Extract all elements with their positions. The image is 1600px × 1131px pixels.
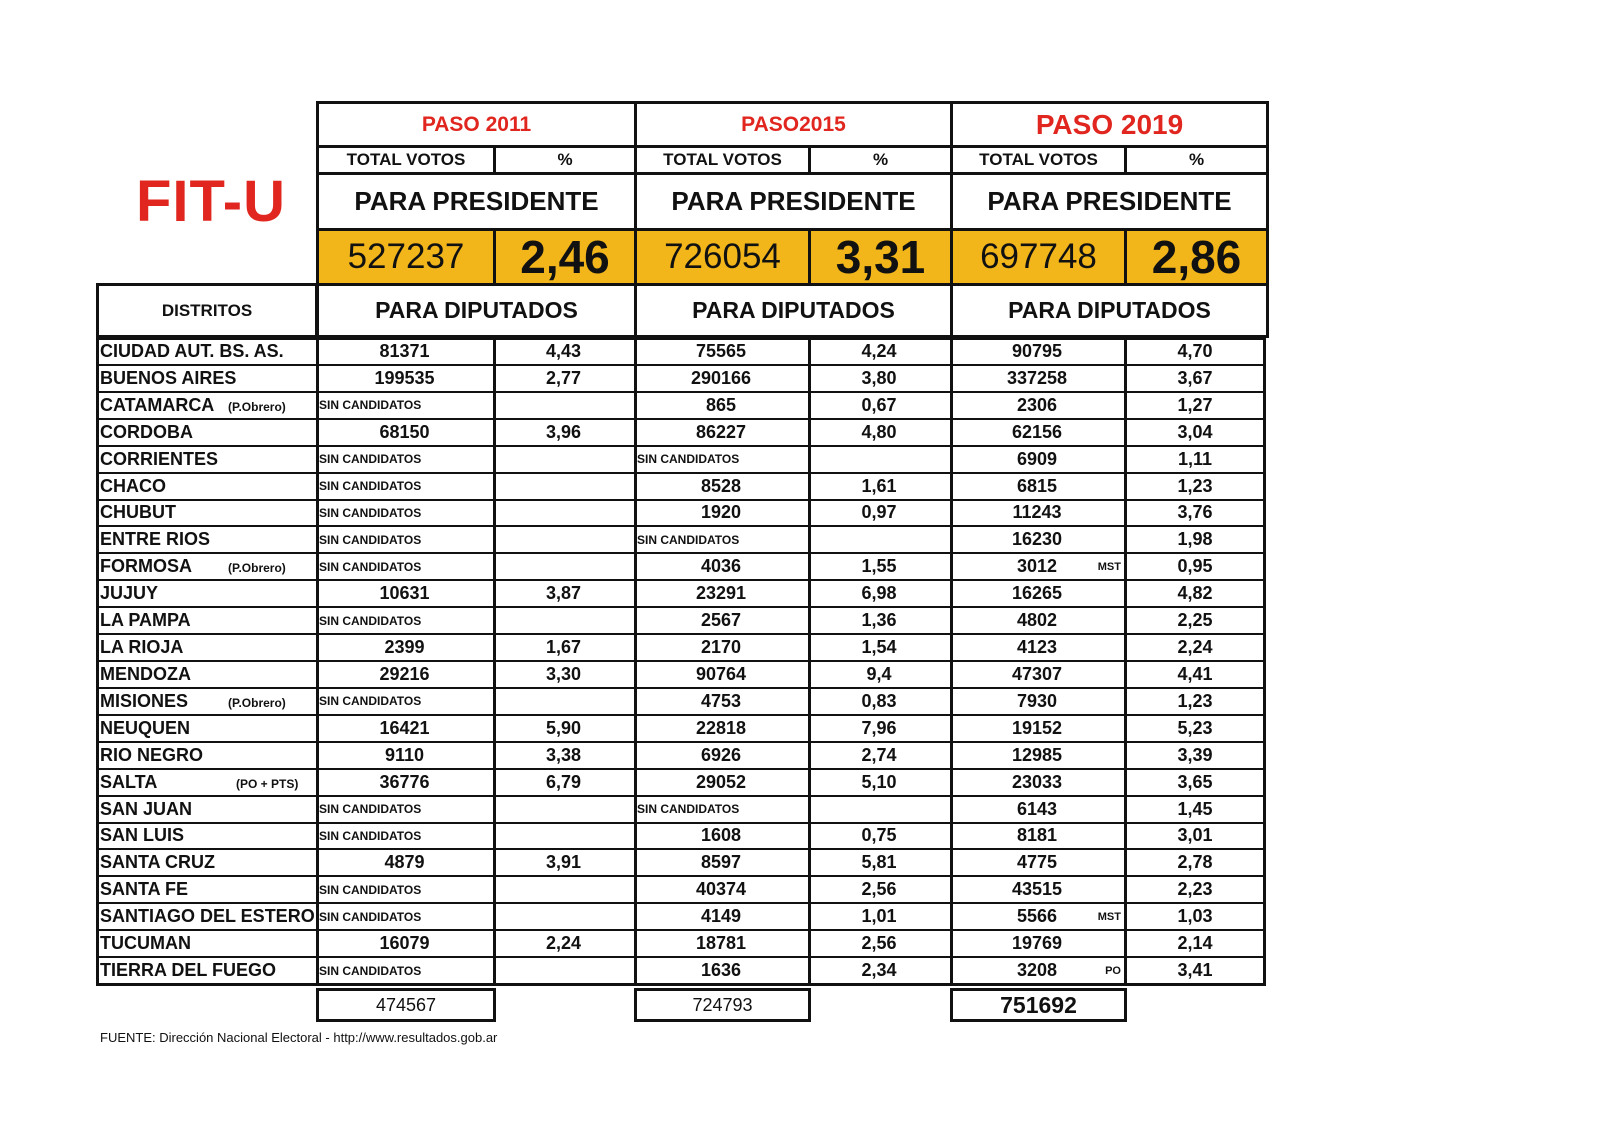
votes-cell: 29052 xyxy=(695,771,747,792)
row-divider xyxy=(96,768,1266,770)
votes-cell: 4802 xyxy=(1016,610,1058,631)
para-diputados-label: PARA DIPUTADOS xyxy=(950,283,1269,338)
percent-cell: 4,41 xyxy=(1177,663,1213,684)
votes-cell: 4879 xyxy=(384,852,425,873)
percent-cell: 1,03 xyxy=(1177,906,1213,927)
district-name: FORMOSA xyxy=(100,556,192,577)
votes-cell: 7930 xyxy=(1016,690,1058,711)
percent-cell: 2,56 xyxy=(861,879,897,900)
votes-cell: 22818 xyxy=(695,717,747,738)
table-row xyxy=(96,742,1266,769)
percent-cell xyxy=(493,526,634,553)
table-row xyxy=(96,823,1266,850)
percent-cell: 2,77 xyxy=(545,367,582,388)
table-row xyxy=(96,365,1266,392)
percent-cell: 6,98 xyxy=(861,583,897,604)
percent-cell: 1,67 xyxy=(545,637,582,658)
votes-cell: 8597 xyxy=(700,852,742,873)
votes-cell: SIN CANDIDATOS xyxy=(319,505,422,520)
row-divider xyxy=(96,902,1266,904)
percent-cell: 2,56 xyxy=(861,933,897,954)
row-divider xyxy=(96,875,1266,877)
percent-cell xyxy=(493,446,634,473)
votes-cell: 865 xyxy=(705,394,737,415)
percent-cell: 3,65 xyxy=(1177,771,1213,792)
percent-cell xyxy=(493,392,634,419)
district-name: SANTA FE xyxy=(100,879,188,900)
votes-cell: 12985 xyxy=(1011,744,1063,765)
percent-cell xyxy=(493,607,634,634)
percent-cell: 0,83 xyxy=(861,690,897,711)
table-row xyxy=(96,876,1266,903)
row-divider xyxy=(96,606,1266,608)
votes-cell xyxy=(950,553,1124,580)
total-votos-label: TOTAL VOTOS xyxy=(316,145,496,175)
total-votes: 474567 xyxy=(316,988,496,1022)
percent-cell: 0,95 xyxy=(1177,556,1213,577)
party-tag: MST xyxy=(1097,910,1121,923)
percent-cell xyxy=(808,526,950,553)
votes-cell: 40374 xyxy=(695,879,747,900)
votes-cell: 290166 xyxy=(690,367,752,388)
votes-cell: SIN CANDIDATOS xyxy=(637,452,740,467)
percent-cell: 3,04 xyxy=(1177,421,1213,442)
percent-cell: 5,90 xyxy=(545,717,582,738)
votes-value: 3208 xyxy=(1016,960,1058,981)
percent-cell: 7,96 xyxy=(861,717,897,738)
row-divider xyxy=(96,848,1266,850)
district-name: CATAMARCA xyxy=(100,394,215,415)
percent-cell: 1,54 xyxy=(861,637,897,658)
district-name: CORDOBA xyxy=(100,421,193,442)
district-name: LA PAMPA xyxy=(100,610,191,631)
votes-cell: 6926 xyxy=(700,744,742,765)
votes-cell: 16421 xyxy=(379,717,430,738)
district-name: CHACO xyxy=(100,475,166,496)
percent-cell: 2,24 xyxy=(545,933,582,954)
percent-cell: 1,11 xyxy=(1177,448,1213,469)
total-votos-label: TOTAL VOTOS xyxy=(634,145,811,175)
percent-cell xyxy=(493,500,634,527)
year-title: PASO 2019 xyxy=(950,101,1269,148)
votes-cell: SIN CANDIDATOS xyxy=(319,559,422,574)
percent-cell: 3,39 xyxy=(1177,744,1213,765)
votes-cell: 90764 xyxy=(695,663,747,684)
presidente-percent: 2,46 xyxy=(493,228,637,286)
votes-cell: SIN CANDIDATOS xyxy=(319,452,422,467)
percent-label: % xyxy=(808,145,953,175)
presidente-votes: 726054 xyxy=(634,228,811,286)
table-row xyxy=(96,446,1266,473)
percent-cell: 5,23 xyxy=(1177,717,1213,738)
votes-cell: SIN CANDIDATOS xyxy=(319,398,422,413)
votes-value: 5566 xyxy=(1016,906,1058,927)
percent-cell: 3,96 xyxy=(545,421,582,442)
votes-cell: 4123 xyxy=(1016,637,1058,658)
percent-cell xyxy=(493,823,634,850)
column-divider xyxy=(1263,338,1266,986)
row-divider xyxy=(96,364,1266,366)
votes-cell: 4036 xyxy=(700,556,742,577)
votes-cell: 11243 xyxy=(1012,502,1062,523)
row-divider xyxy=(96,445,1266,447)
row-divider xyxy=(96,741,1266,743)
votes-cell: 6143 xyxy=(1016,798,1058,819)
votes-cell: SIN CANDIDATOS xyxy=(319,963,422,978)
percent-cell: 1,23 xyxy=(1177,475,1213,496)
votes-cell: 8528 xyxy=(700,475,742,496)
votes-cell: 16265 xyxy=(1011,583,1063,604)
district-name: SAN LUIS xyxy=(100,825,185,846)
district-name: TUCUMAN xyxy=(100,933,191,954)
table-row xyxy=(96,957,1266,984)
votes-cell: SIN CANDIDATOS xyxy=(319,828,422,843)
percent-cell xyxy=(493,876,634,903)
votes-cell: 75565 xyxy=(695,340,747,361)
table-row xyxy=(96,500,1266,527)
table-row xyxy=(96,903,1266,930)
row-divider xyxy=(96,795,1266,797)
district-name: SANTA CRUZ xyxy=(100,852,215,873)
party-tag: PO xyxy=(1105,964,1121,977)
column-divider xyxy=(808,338,811,986)
table-row xyxy=(96,769,1266,796)
votes-cell: SIN CANDIDATOS xyxy=(319,532,422,547)
votes-cell: SIN CANDIDATOS xyxy=(319,882,422,897)
percent-cell: 3,38 xyxy=(545,744,582,765)
district-name: CORRIENTES xyxy=(100,448,219,469)
votes-cell: 1920 xyxy=(700,502,742,523)
para-presidente-label: PARA PRESIDENTE xyxy=(634,172,953,231)
percent-cell: 3,91 xyxy=(545,852,582,873)
party-logo-title: FIT-U xyxy=(136,169,286,234)
votes-cell: SIN CANDIDATOS xyxy=(319,802,422,817)
percent-cell: 2,24 xyxy=(1177,637,1213,658)
percent-label: % xyxy=(1124,145,1269,175)
votes-cell: SIN CANDIDATOS xyxy=(319,909,422,924)
votes-cell: 6815 xyxy=(1016,475,1058,496)
presidente-percent: 3,31 xyxy=(808,228,953,286)
para-presidente-label: PARA PRESIDENTE xyxy=(316,172,637,231)
row-divider xyxy=(96,687,1266,689)
votes-cell: 6909 xyxy=(1016,448,1058,469)
para-presidente-label: PARA PRESIDENTE xyxy=(950,172,1269,231)
para-diputados-label: PARA DIPUTADOS xyxy=(634,283,953,338)
votes-cell: 16079 xyxy=(379,933,430,954)
district-name: SALTA xyxy=(100,771,158,792)
district-note: (P.Obrero) xyxy=(228,399,286,414)
percent-cell: 4,24 xyxy=(861,340,897,361)
table-row xyxy=(96,553,1266,580)
votes-cell: 29216 xyxy=(379,663,430,684)
presidente-percent: 2,86 xyxy=(1124,228,1269,286)
votes-cell: 337258 xyxy=(1006,367,1068,388)
votes-cell: 36776 xyxy=(379,771,430,792)
column-divider xyxy=(634,338,637,986)
percent-cell xyxy=(493,473,634,500)
district-note: (P.Obrero) xyxy=(228,561,286,576)
percent-cell xyxy=(493,688,634,715)
row-divider xyxy=(96,499,1266,501)
district-name: MISIONES xyxy=(100,690,189,711)
percent-cell: 1,01 xyxy=(861,906,897,927)
votes-cell: 2170 xyxy=(700,637,742,658)
percent-cell: 4,82 xyxy=(1177,583,1213,604)
percent-cell xyxy=(493,553,634,580)
table-row xyxy=(96,473,1266,500)
percent-cell xyxy=(493,903,634,930)
year-title: PASO 2011 xyxy=(316,101,637,148)
percent-cell: 3,80 xyxy=(861,367,897,388)
district-note: (PO + PTS) xyxy=(236,776,299,791)
row-divider xyxy=(96,525,1266,527)
district-name: TIERRA DEL FUEGO xyxy=(100,960,277,981)
percent-cell: 0,67 xyxy=(861,394,897,415)
percent-cell xyxy=(808,796,950,823)
table-row xyxy=(96,796,1266,823)
percent-cell: 4,70 xyxy=(1177,340,1213,361)
percent-cell: 3,30 xyxy=(545,663,582,684)
percent-cell: 4,80 xyxy=(861,421,897,442)
votes-cell: 47307 xyxy=(1011,663,1063,684)
votes-cell: 86227 xyxy=(695,421,747,442)
votes-cell: 1608 xyxy=(700,825,742,846)
percent-cell: 1,61 xyxy=(861,475,897,496)
votes-cell: SIN CANDIDATOS xyxy=(319,613,422,628)
votes-cell: 23033 xyxy=(1011,771,1063,792)
votes-cell: 2567 xyxy=(700,610,742,631)
district-note: (P.Obrero) xyxy=(228,695,286,710)
presidente-votes: 697748 xyxy=(950,228,1127,286)
votes-cell: 43515 xyxy=(1011,879,1063,900)
percent-cell: 3,41 xyxy=(1177,960,1213,981)
votes-cell: 8181 xyxy=(1016,825,1058,846)
district-name: MENDOZA xyxy=(100,663,191,684)
table-row xyxy=(96,607,1266,634)
table-row xyxy=(96,634,1266,661)
votes-cell: 18781 xyxy=(695,933,747,954)
percent-cell: 3,87 xyxy=(545,583,582,604)
percent-cell: 3,76 xyxy=(1177,502,1213,523)
percent-label: % xyxy=(493,145,637,175)
table-row xyxy=(96,715,1266,742)
table-row xyxy=(96,849,1266,876)
district-name: SANTIAGO DEL ESTERO xyxy=(100,906,315,927)
table-row xyxy=(96,392,1266,419)
districts-header: DISTRITOS xyxy=(96,283,318,338)
table-row xyxy=(96,930,1266,957)
votes-cell: 62156 xyxy=(1011,421,1063,442)
row-divider xyxy=(96,418,1266,420)
votes-cell: 2306 xyxy=(1016,394,1058,415)
votes-cell: 4775 xyxy=(1016,852,1058,873)
table-row xyxy=(96,688,1266,715)
votes-cell: 81371 xyxy=(379,340,430,361)
votes-cell: 10631 xyxy=(379,583,430,604)
row-divider xyxy=(96,822,1266,824)
votes-cell xyxy=(950,903,1124,930)
district-name: BUENOS AIRES xyxy=(100,367,237,388)
percent-cell: 3,01 xyxy=(1177,825,1213,846)
percent-cell: 1,36 xyxy=(861,610,897,631)
votes-cell: 199535 xyxy=(374,367,435,388)
total-votes: 751692 xyxy=(950,988,1127,1022)
row-divider xyxy=(96,660,1266,662)
percent-cell: 2,25 xyxy=(1177,610,1213,631)
district-name: CHUBUT xyxy=(100,502,176,523)
votes-cell: 2399 xyxy=(384,637,425,658)
row-divider xyxy=(96,714,1266,716)
column-divider xyxy=(96,338,99,986)
table-row xyxy=(96,661,1266,688)
party-tag: MST xyxy=(1097,560,1121,573)
percent-cell: 1,55 xyxy=(861,556,897,577)
percent-cell: 9,4 xyxy=(866,663,892,684)
percent-cell: 3,67 xyxy=(1177,367,1213,388)
row-divider xyxy=(96,956,1266,958)
row-divider xyxy=(96,391,1266,393)
votes-cell: 4149 xyxy=(700,906,742,927)
para-diputados-label: PARA DIPUTADOS xyxy=(316,283,637,338)
district-name: JUJUY xyxy=(100,583,159,604)
row-divider xyxy=(96,633,1266,635)
column-divider xyxy=(316,338,319,986)
percent-cell: 2,78 xyxy=(1177,852,1213,873)
total-votos-label: TOTAL VOTOS xyxy=(950,145,1127,175)
votes-value: 3012 xyxy=(1016,556,1058,577)
column-divider xyxy=(493,338,496,986)
votes-cell: 68150 xyxy=(379,421,430,442)
percent-cell: 0,97 xyxy=(861,502,897,523)
source-note: FUENTE: Dirección Nacional Electoral - http://www.resultados.gob.ar xyxy=(100,1030,498,1045)
votes-cell: 1636 xyxy=(700,960,742,981)
votes-cell: 19152 xyxy=(1011,717,1063,738)
votes-cell: SIN CANDIDATOS xyxy=(319,479,422,494)
row-divider xyxy=(96,983,1266,986)
presidente-votes: 527237 xyxy=(316,228,496,286)
percent-cell: 1,27 xyxy=(1177,394,1213,415)
table-row xyxy=(96,419,1266,446)
percent-cell: 1,23 xyxy=(1177,690,1213,711)
row-divider xyxy=(96,929,1266,931)
percent-cell: 6,79 xyxy=(545,771,582,792)
district-name: LA RIOJA xyxy=(100,637,184,658)
votes-cell: SIN CANDIDATOS xyxy=(319,694,422,709)
percent-cell xyxy=(493,796,634,823)
percent-cell: 5,10 xyxy=(861,771,897,792)
district-name: RIO NEGRO xyxy=(100,744,204,765)
percent-cell: 1,98 xyxy=(1177,529,1213,550)
column-divider xyxy=(950,338,953,986)
district-name: CIUDAD AUT. BS. AS. xyxy=(100,340,284,361)
row-divider xyxy=(96,337,1266,340)
district-name: ENTRE RIOS xyxy=(100,529,211,550)
percent-cell: 1,45 xyxy=(1177,798,1213,819)
votes-cell: 19769 xyxy=(1011,933,1063,954)
table-row xyxy=(96,526,1266,553)
percent-cell: 4,43 xyxy=(545,340,582,361)
percent-cell: 2,34 xyxy=(861,960,897,981)
votes-cell: 4753 xyxy=(700,690,742,711)
votes-cell: SIN CANDIDATOS xyxy=(637,532,740,547)
row-divider xyxy=(96,472,1266,474)
votes-cell: 16230 xyxy=(1011,529,1063,550)
votes-cell: 9110 xyxy=(384,744,425,765)
percent-cell xyxy=(493,957,634,984)
percent-cell: 2,14 xyxy=(1177,933,1213,954)
table-row xyxy=(96,338,1266,365)
percent-cell: 2,74 xyxy=(861,744,897,765)
total-votes: 724793 xyxy=(634,988,811,1022)
percent-cell: 5,81 xyxy=(861,852,897,873)
percent-cell xyxy=(808,446,950,473)
votes-cell xyxy=(950,957,1124,984)
district-name: NEUQUEN xyxy=(100,717,191,738)
percent-cell: 2,23 xyxy=(1177,879,1213,900)
table-row xyxy=(96,580,1266,607)
district-name: SAN JUAN xyxy=(100,798,193,819)
votes-cell: 90795 xyxy=(1011,340,1063,361)
year-title: PASO2015 xyxy=(634,101,953,148)
votes-cell: 23291 xyxy=(695,583,747,604)
row-divider xyxy=(96,579,1266,581)
column-divider xyxy=(1124,338,1127,986)
percent-cell: 0,75 xyxy=(861,825,897,846)
row-divider xyxy=(96,552,1266,554)
votes-cell: SIN CANDIDATOS xyxy=(637,802,740,817)
